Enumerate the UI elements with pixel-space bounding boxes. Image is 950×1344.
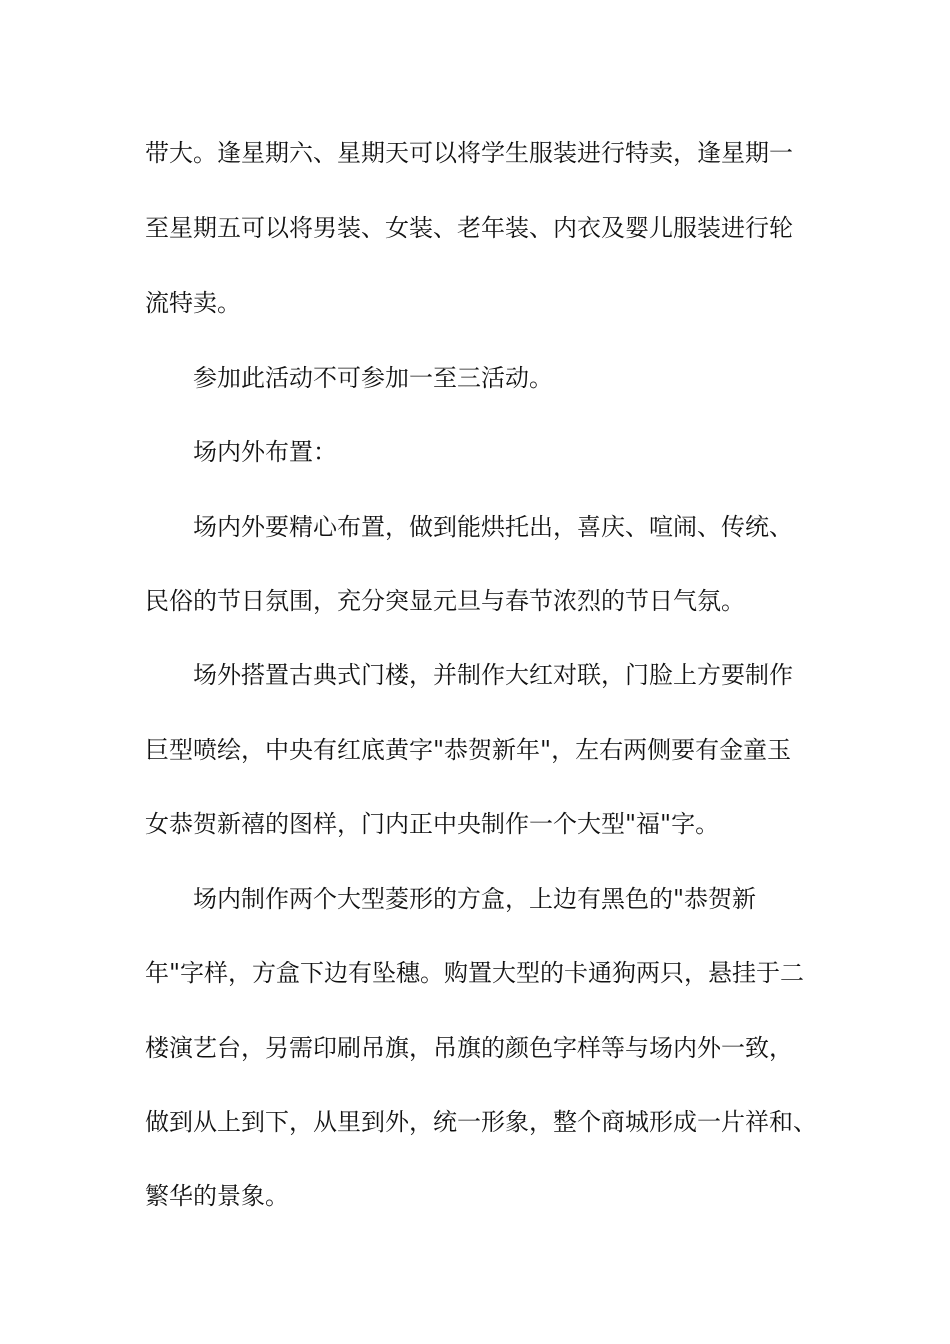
text-line: 场外搭置古典式门楼，并制作大红对联，门脸上方要制作 — [193, 661, 793, 689]
text-line: 做到从上到下，从里到外，统一形象，整个商城形成一片祥和、 — [145, 1108, 817, 1136]
text-line: 女恭贺新禧的图样，门内正中央制作一个大型"福"字。 — [145, 810, 720, 838]
text-line: 带大。逢星期六、星期天可以将学生服装进行特卖，逢星期一 — [145, 139, 793, 167]
text-line: 流特卖。 — [145, 289, 241, 317]
text-line: 场内外要精心布置，做到能烘托出，喜庆、喧闹、传统、 — [193, 513, 793, 541]
text-line: 年"字样，方盒下边有坠穗。购置大型的卡通狗两只，悬挂于二 — [145, 959, 805, 987]
section-heading: 场内外布置： — [193, 438, 337, 466]
text-line: 参加此活动不可参加一至三活动。 — [193, 364, 553, 392]
text-line: 巨型喷绘，中央有红底黄字"恭贺新年"，左右两侧要有金童玉 — [145, 736, 792, 764]
text-line: 场内制作两个大型菱形的方盒，上边有黑色的"恭贺新 — [193, 885, 757, 913]
text-line: 繁华的景象。 — [145, 1182, 289, 1210]
text-line: 民俗的节日氛围，充分突显元旦与春节浓烈的节日气氛。 — [145, 587, 745, 615]
text-line: 楼演艺台，另需印刷吊旗，吊旗的颜色字样等与场内外一致， — [145, 1034, 793, 1062]
text-line: 至星期五可以将男装、女装、老年装、内衣及婴儿服装进行轮 — [145, 214, 793, 242]
